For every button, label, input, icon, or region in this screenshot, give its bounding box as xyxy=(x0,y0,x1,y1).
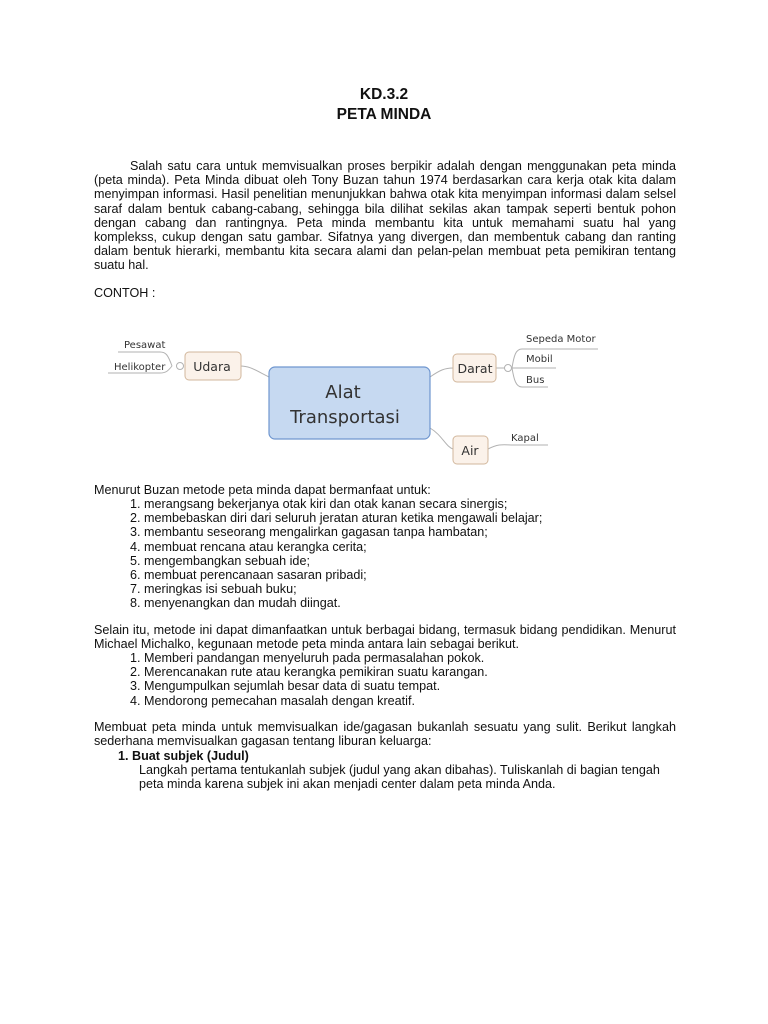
doc-code: KD.3.2 xyxy=(359,86,409,103)
list-item: 4. membuat rencana atau kerangka cerita; xyxy=(130,539,367,554)
leaf-kapal: Kapal xyxy=(511,433,539,444)
mind-map xyxy=(0,325,768,475)
leaf-sepeda-motor: Sepeda Motor xyxy=(526,334,596,345)
list-item: 3. membantu seseorang mengalirkan gagasan tanpa hambatan; xyxy=(130,525,488,540)
list-item: 5. mengembangkan sebuah ide; xyxy=(130,553,310,568)
step-1-title: 1. Buat subjek (Judul) xyxy=(118,749,249,763)
mindmap-center-node xyxy=(269,367,430,439)
branch-label-udara: Udara xyxy=(193,359,231,374)
michalko-intro: Selain itu, metode ini dapat dimanfaatkan untuk berbagai bidang, termasuk bidang pendidikan. Menurut Michael Michalko, kegunaan metode peta minda antara lain sebagai berikut. xyxy=(94,623,676,652)
intro-paragraph: Salah satu cara untuk memvisualkan proses berpikir adalah dengan menggunakan peta minda (peta minda). Peta Minda dibuat oleh Tony Buzan tahun 1974 berdasarkan cara kerja otak kita dalam menyimpan informasi. Hasil penelitian menunjukkan bahwa otak kita menyimpan informasi dalam selsel saraf dalam bentuk cabang-cabang, sehingga bila dilihat sekilas akan tampak seperti bentuk pohon dengan cabang dan rantingnya. Peta minda membantu kita untuk memahami suatu hal yang komplekss, cukup dengan satu gambar. Sifatnya yang divergen, dan membentuk cabang dan ranting dalam bentuk hierarki, membantu kita secara alami dan pelan-pelan membuat peta pemikiran tentang suatu hal. xyxy=(94,159,676,273)
list-item: 2. membebaskan diri dari seluruh jeratan aturan ketika mengawali belajar; xyxy=(130,511,543,526)
buzan-intro: Menurut Buzan metode peta minda dapat bermanfaat untuk: xyxy=(94,483,431,497)
michalko-list xyxy=(130,651,488,708)
list-item: 6. membuat perencanaan sasaran pribadi; xyxy=(130,567,367,582)
leaf-bus: Bus xyxy=(526,375,545,386)
list-item: 1. Memberi pandangan menyeluruh pada permasalahan pokok. xyxy=(130,651,485,665)
center-line-2: Transportasi xyxy=(290,407,400,428)
page-title: PETA MINDA xyxy=(336,106,432,123)
example-label: CONTOH : xyxy=(94,286,156,300)
list-item: 3. Mengumpulkan sejumlah besar data di suatu tempat. xyxy=(130,679,441,694)
branch-label-air: Air xyxy=(461,443,479,458)
step-1-text: Langkah pertama tentukanlah subjek (judul yang akan dibahas). Tuliskanlah di bagian tengah peta minda karena subjek ini akan menjadi center dalam peta minda Anda. xyxy=(139,763,660,792)
branch-label-darat: Darat xyxy=(457,361,493,376)
leaf-pesawat: Pesawat xyxy=(124,340,166,351)
leaf-mobil: Mobil xyxy=(526,354,553,365)
steps-intro: Membuat peta minda untuk memvisualkan ide/gagasan bukanlah sesuatu yang sulit. Berikut langkah sederhana memvisualkan gagasan tentang liburan keluarga: xyxy=(94,720,676,749)
collapse-dot-darat xyxy=(505,365,512,372)
list-item: 8. menyenangkan dan mudah diingat. xyxy=(130,596,341,611)
list-item: 1. merangsang bekerjanya otak kiri dan otak kanan secara sinergis; xyxy=(130,497,508,511)
buzan-list xyxy=(130,497,542,611)
collapse-dot-udara xyxy=(177,363,184,370)
list-item: 2. Merencanakan rute atau kerangka pemikiran suatu karangan. xyxy=(130,665,488,680)
list-item: 7. meringkas isi sebuah buku; xyxy=(130,582,297,597)
leaf-helikopter: Helikopter xyxy=(114,362,166,373)
list-item: 4. Mendorong pemecahan masalah dengan kreatif. xyxy=(130,693,415,708)
center-line-1: Alat xyxy=(325,382,361,403)
